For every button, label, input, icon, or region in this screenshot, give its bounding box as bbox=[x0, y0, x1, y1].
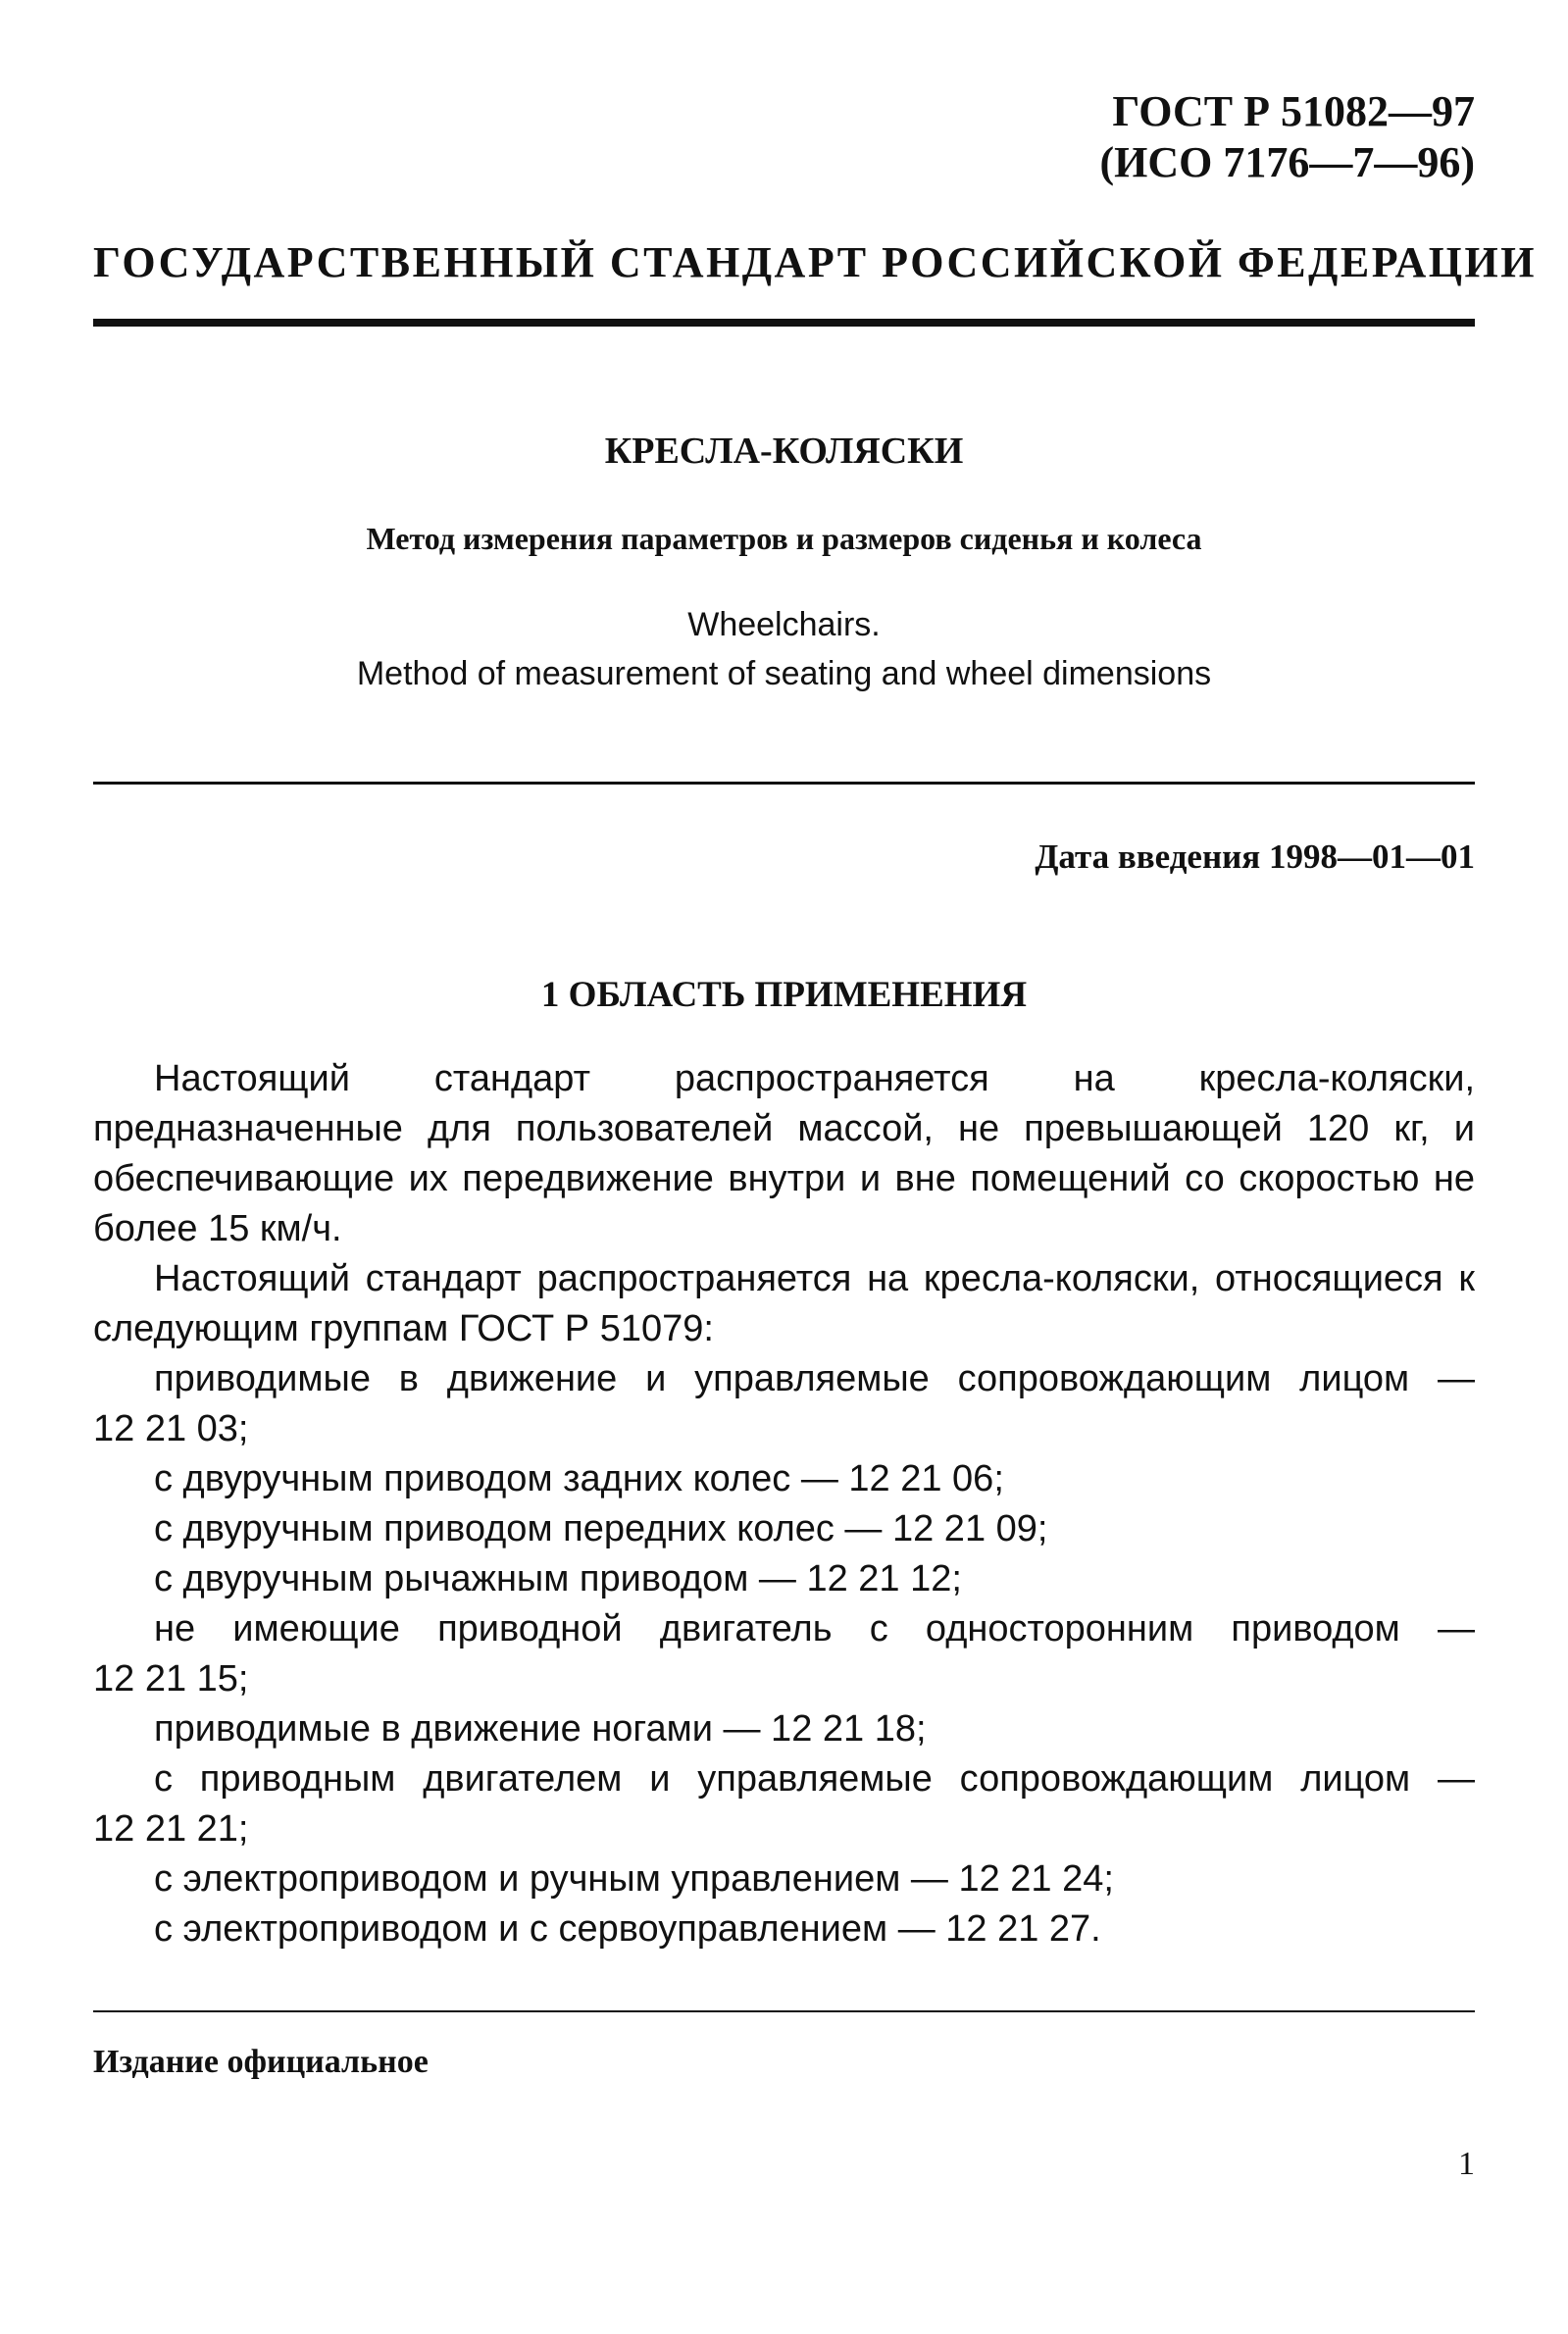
list-item bbox=[93, 1554, 1475, 1604]
list-item-code: 12 21 21; bbox=[93, 1808, 249, 1850]
introduction-date: Дата введения 1998—01—01 bbox=[1035, 837, 1475, 876]
standard-code bbox=[1099, 86, 1475, 188]
list-item-text: приводимые в движение ногами — 12 21 18; bbox=[154, 1708, 927, 1750]
list-item-text: с двуручным приводом передних колес — 12 21 09; bbox=[154, 1508, 1048, 1549]
page-number: 1 bbox=[1458, 2146, 1475, 2182]
list-item bbox=[93, 1454, 1475, 1504]
list-item bbox=[93, 1504, 1475, 1554]
list-item-text: не имеющие приводной двигатель с односторонним приводом — bbox=[154, 1608, 1475, 1649]
standard-code-iso: (ИСО 7176—7—96) bbox=[1099, 138, 1475, 186]
state-standard-heading: ГОСУДАРСТВЕННЫЙ СТАНДАРТ РОССИЙСКОЙ ФЕДЕРАЦИИ bbox=[93, 238, 1537, 286]
scope-paragraph-1: Настоящий стандарт распространяется на кресла-коляски, предназначенные для пользователей массой, не превышающей 120 кг, и обеспечивающие их передвижение внутри и вне помещений со скоростью не более 15 км/ч. bbox=[93, 1058, 1475, 1249]
list-item bbox=[93, 1604, 1475, 1704]
list-item bbox=[93, 1904, 1475, 1954]
list-item-text: с двуручным рычажным приводом — 12 21 12; bbox=[154, 1558, 962, 1599]
official-edition: Издание официальное bbox=[93, 2044, 429, 2080]
title-divider bbox=[93, 782, 1475, 785]
list-item-text: с электроприводом и с сервоуправлением — 12 21 27. bbox=[154, 1908, 1101, 1950]
standard-code-gost: ГОСТ Р 51082—97 bbox=[1112, 87, 1475, 135]
group-list bbox=[93, 1354, 1475, 1954]
english-title bbox=[93, 600, 1475, 698]
list-item-code: 12 21 15; bbox=[93, 1658, 249, 1700]
list-item bbox=[93, 1354, 1475, 1454]
list-item-text: с электроприводом и ручным управлением — 12 21 24; bbox=[154, 1858, 1114, 1900]
section-heading: 1 ОБЛАСТЬ ПРИМЕНЕНИЯ bbox=[540, 975, 1028, 1015]
list-item-text: приводимые в движение и управляемые сопровождающим лицом — bbox=[154, 1358, 1475, 1399]
english-title-line1: Wheelchairs. bbox=[687, 606, 881, 643]
list-item bbox=[93, 1704, 1475, 1754]
footer-divider bbox=[93, 2010, 1475, 2012]
scope-paragraph-2: Настоящий стандарт распространяется на кресла-коляски, относящиеся к следующим группам ГОСТ Р 51079: bbox=[93, 1258, 1475, 1349]
list-item bbox=[93, 1854, 1475, 1904]
document-title: КРЕСЛА-КОЛЯСКИ bbox=[604, 431, 964, 472]
header-divider bbox=[93, 319, 1475, 327]
scope-text bbox=[93, 1054, 1475, 1354]
list-item bbox=[93, 1754, 1475, 1854]
document-subtitle: Метод измерения параметров и размеров сиденья и колеса bbox=[366, 521, 1202, 556]
list-item-code: 12 21 03; bbox=[93, 1408, 249, 1449]
english-title-line2: Method of measurement of seating and wheel dimensions bbox=[356, 655, 1212, 692]
list-item-text: с двуручным приводом задних колес — 12 21 06; bbox=[154, 1458, 1004, 1499]
list-item-text: с приводным двигателем и управляемые сопровождающим лицом — bbox=[154, 1758, 1475, 1800]
